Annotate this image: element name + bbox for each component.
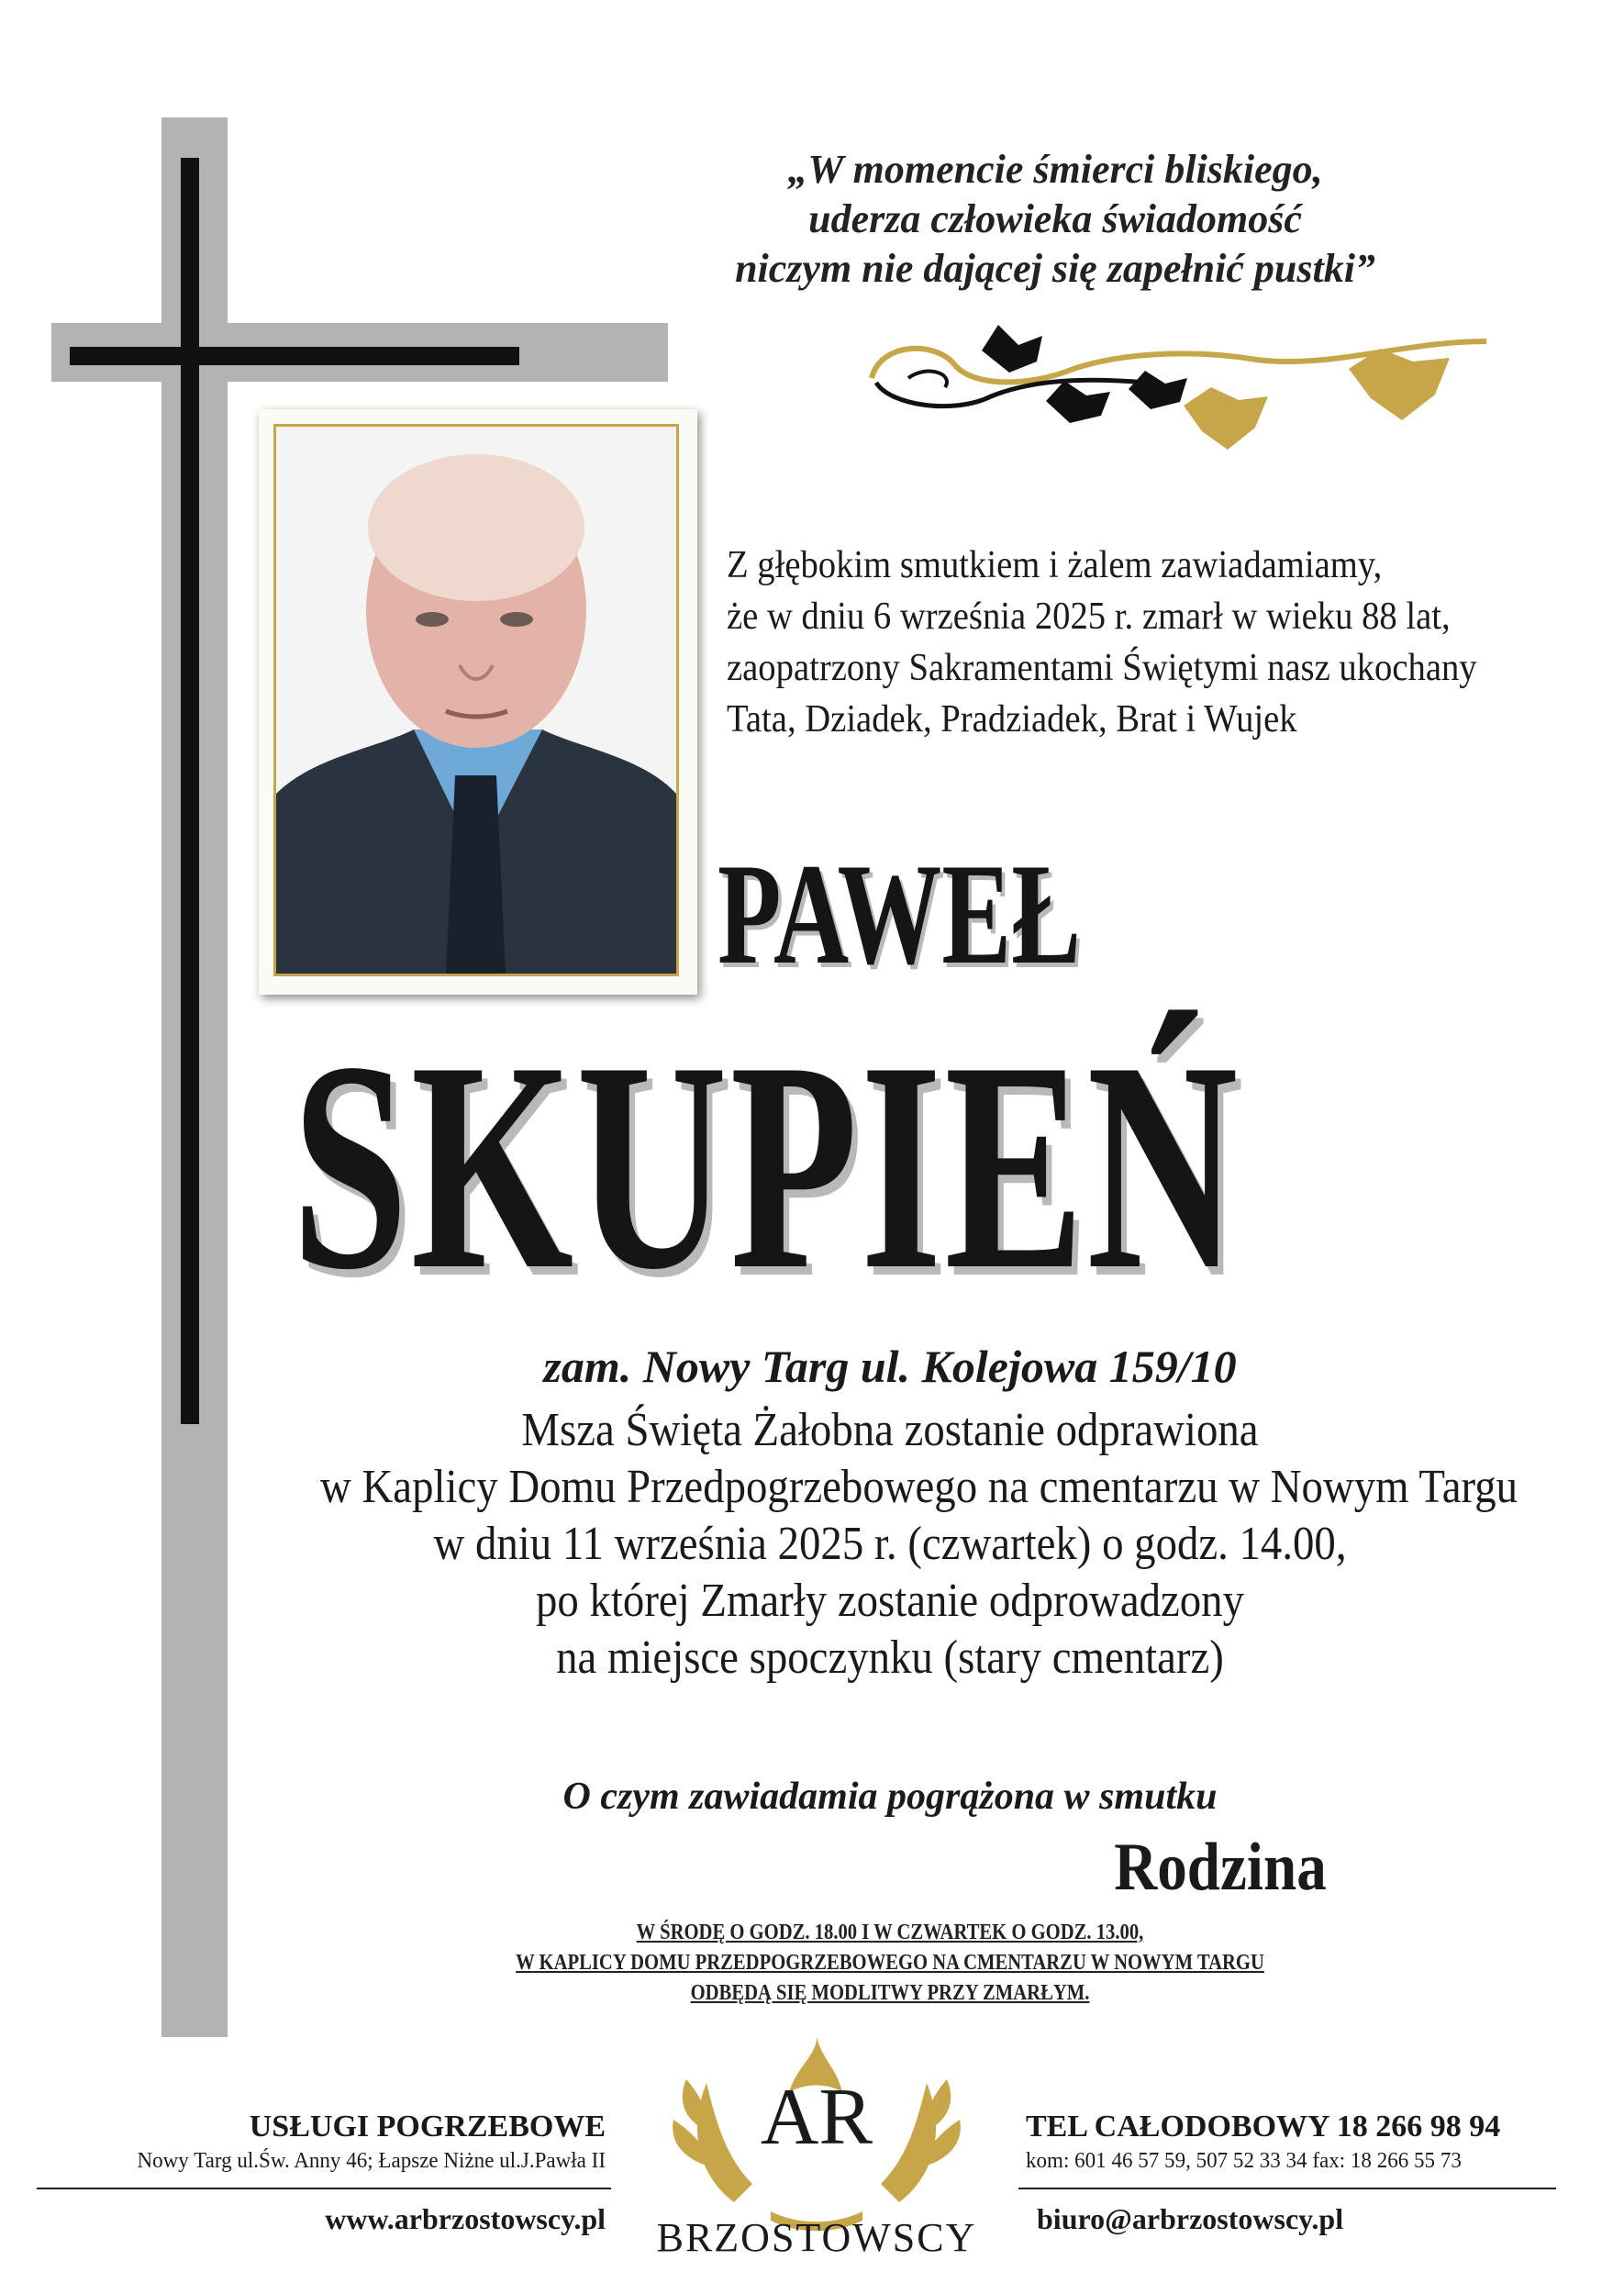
ivy-ornament-icon — [853, 314, 1496, 488]
email-link[interactable]: biuro@arbrzostowscy.pl — [1037, 2202, 1344, 2235]
prayer-notice — [395, 1918, 1385, 2009]
portrait-image — [276, 427, 676, 974]
mobile-fax-numbers: kom: 601 46 57 59, 507 52 33 34 fax: 18 266 55 73 — [1026, 2149, 1462, 2173]
prayer-line-2: W KAPLICY DOMU PRZEDPOGRZEBOWEGO NA CMENTARZU W NOWYM TARGU — [516, 1951, 1264, 1975]
mass-line-3: w dniu 11 września 2025 r. (czwartek) o godz. 14.00, — [433, 1518, 1347, 1570]
deceased-last-name: SKUPIEŃ — [292, 999, 1241, 1331]
website-link[interactable]: www.arbrzostowscy.pl — [325, 2202, 606, 2235]
intro-line-4: Tata, Dziadek, Pradziadek, Brat i Wujek — [727, 698, 1297, 741]
funeral-services-address: Nowy Targ ul.Św. Anny 46; Łapsze Niżne ul.J.Pawła II — [137, 2149, 606, 2173]
quote-line-2: uderza człowieka świadomość — [808, 196, 1302, 241]
announcement-intro — [727, 540, 1486, 745]
footer-divider-left — [37, 2188, 611, 2189]
mass-line-2: w Kaplicy Domu Przedpogrzebowego na cmentarzu w Nowym Targu — [320, 1461, 1518, 1513]
logo-initials: AR — [760, 2073, 873, 2162]
mass-line-4: po której Zmarły zostanie odprowadzony — [536, 1575, 1244, 1627]
memorial-quote — [661, 145, 1450, 294]
intro-line-3: zaopatrzony Sakramentami Świętymi nasz ukochany — [727, 647, 1477, 689]
deceased-first-name: PAWEŁ — [717, 834, 1082, 995]
intro-line-1: Z głębokim smutkiem i żalem zawiadamiamy, — [727, 544, 1383, 586]
footer-divider-right — [1018, 2188, 1556, 2189]
intro-line-2: że w dniu 6 września 2025 r. zmarł w wieku 88 lat, — [727, 596, 1451, 638]
deceased-photo — [273, 424, 679, 976]
funeral-mass-info — [257, 1402, 1523, 1687]
prayer-line-1: W ŚRODĘ O GODZ. 18.00 I W CZWARTEK O GODZ. 13.00, — [636, 1921, 1144, 1944]
deceased-address: zam. Nowy Targ ul. Kolejowa 159/10 — [543, 1341, 1237, 1392]
mass-line-1: Msza Święta Żałobna zostanie odprawiona — [521, 1404, 1259, 1456]
quote-line-3: niczym nie dającej się zapełnić pustki” — [735, 246, 1375, 291]
family-signature: Rodzina — [1114, 1830, 1327, 1905]
funeral-services-title: USŁUGI POGRZEBOWE — [249, 2110, 606, 2144]
quote-line-1: „W momencie śmierci bliskiego, — [787, 147, 1323, 192]
prayer-line-3: ODBĘDĄ SIĘ MODLITWY PRZY ZMARŁYM. — [690, 1981, 1090, 2005]
closing-text: O czym zawiadamia pogrążona w smutku — [562, 1776, 1218, 1818]
cross-bar — [70, 347, 519, 365]
mass-line-5: na miejsce spoczynku (stary cmentarz) — [556, 1631, 1224, 1684]
deceased-photo-frame — [259, 409, 697, 995]
phone-24h: TEL CAŁODOBOWY 18 266 98 94 — [1026, 2110, 1501, 2144]
logo-company-name: BRZOSTOWSCY — [656, 2215, 977, 2260]
